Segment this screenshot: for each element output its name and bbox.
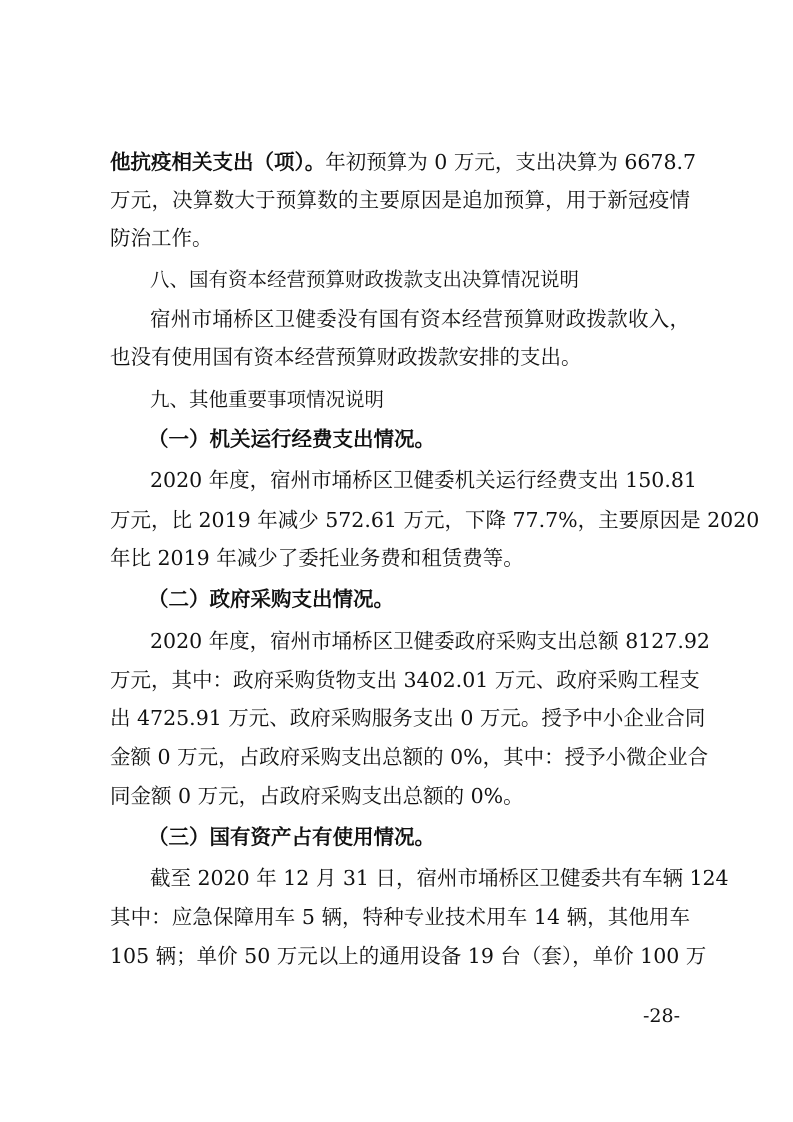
paragraph-line: 宿州市埇桥区卫健委没有国有资本经营预算财政拨款收入， <box>150 307 690 331</box>
paragraph-line: 其中：应急保障用车 5 辆，特种专业技术用车 14 辆，其他用车 <box>110 905 690 929</box>
paragraph-line <box>110 148 697 176</box>
paragraph-line: 年比 2019 年减少了委托业务费和租赁费等。 <box>110 546 524 570</box>
paragraph-line: 金额 0 万元，占政府采购支出总额的 0%，其中：授予小微企业合 <box>110 745 709 769</box>
paragraph-line: 万元，决算数大于预算数的主要原因是追加预算，用于新冠疫情 <box>110 188 690 212</box>
paragraph-line: 截至 2020 年 12 月 31 日，宿州市埇桥区卫健委共有车辆 124 <box>150 866 729 890</box>
paragraph-line: 2020 年度，宿州市埇桥区卫健委政府采购支出总额 8127.92 <box>150 629 710 653</box>
paragraph-line: 万元，其中：政府采购货物支出 3402.01 万元、政府采购工程支 <box>110 668 700 692</box>
section-heading-9: 九、其他重要事项情况说明 <box>150 388 385 411</box>
paragraph-line: 也没有使用国有资本经营预算财政拨款安排的支出。 <box>110 345 582 369</box>
text-run: 年初预算为 0 万元，支出决算为 6678.7 <box>325 150 697 174</box>
section-heading-8: 八、国有资本经营预算财政拨款支出决算情况说明 <box>150 268 580 291</box>
paragraph-line: 2020 年度，宿州市埇桥区卫健委机关运行经费支出 150.81 <box>150 468 697 492</box>
subsection-heading-1: （一）机关运行经费支出情况。 <box>148 427 435 451</box>
subsection-heading-3: （三）国有资产占有使用情况。 <box>148 825 435 849</box>
page-number: -28- <box>642 1005 680 1027</box>
paragraph-line: 105 辆；单价 50 万元以上的通用设备 19 台（套），单价 100 万 <box>110 944 707 968</box>
bold-heading-run: 他抗疫相关支出（项）。 <box>110 150 326 174</box>
paragraph-line: 防治工作。 <box>110 226 213 250</box>
paragraph-line: 出 4725.91 万元、政府采购服务支出 0 万元。授予中小企业合同 <box>110 706 706 730</box>
paragraph-line: 万元，比 2019 年减少 572.61 万元，下降 77.7%，主要原因是 2020 <box>110 508 760 532</box>
paragraph-line: 同金额 0 万元，占政府采购支出总额的 0%。 <box>110 784 524 808</box>
subsection-heading-2: （二）政府采购支出情况。 <box>148 587 394 611</box>
